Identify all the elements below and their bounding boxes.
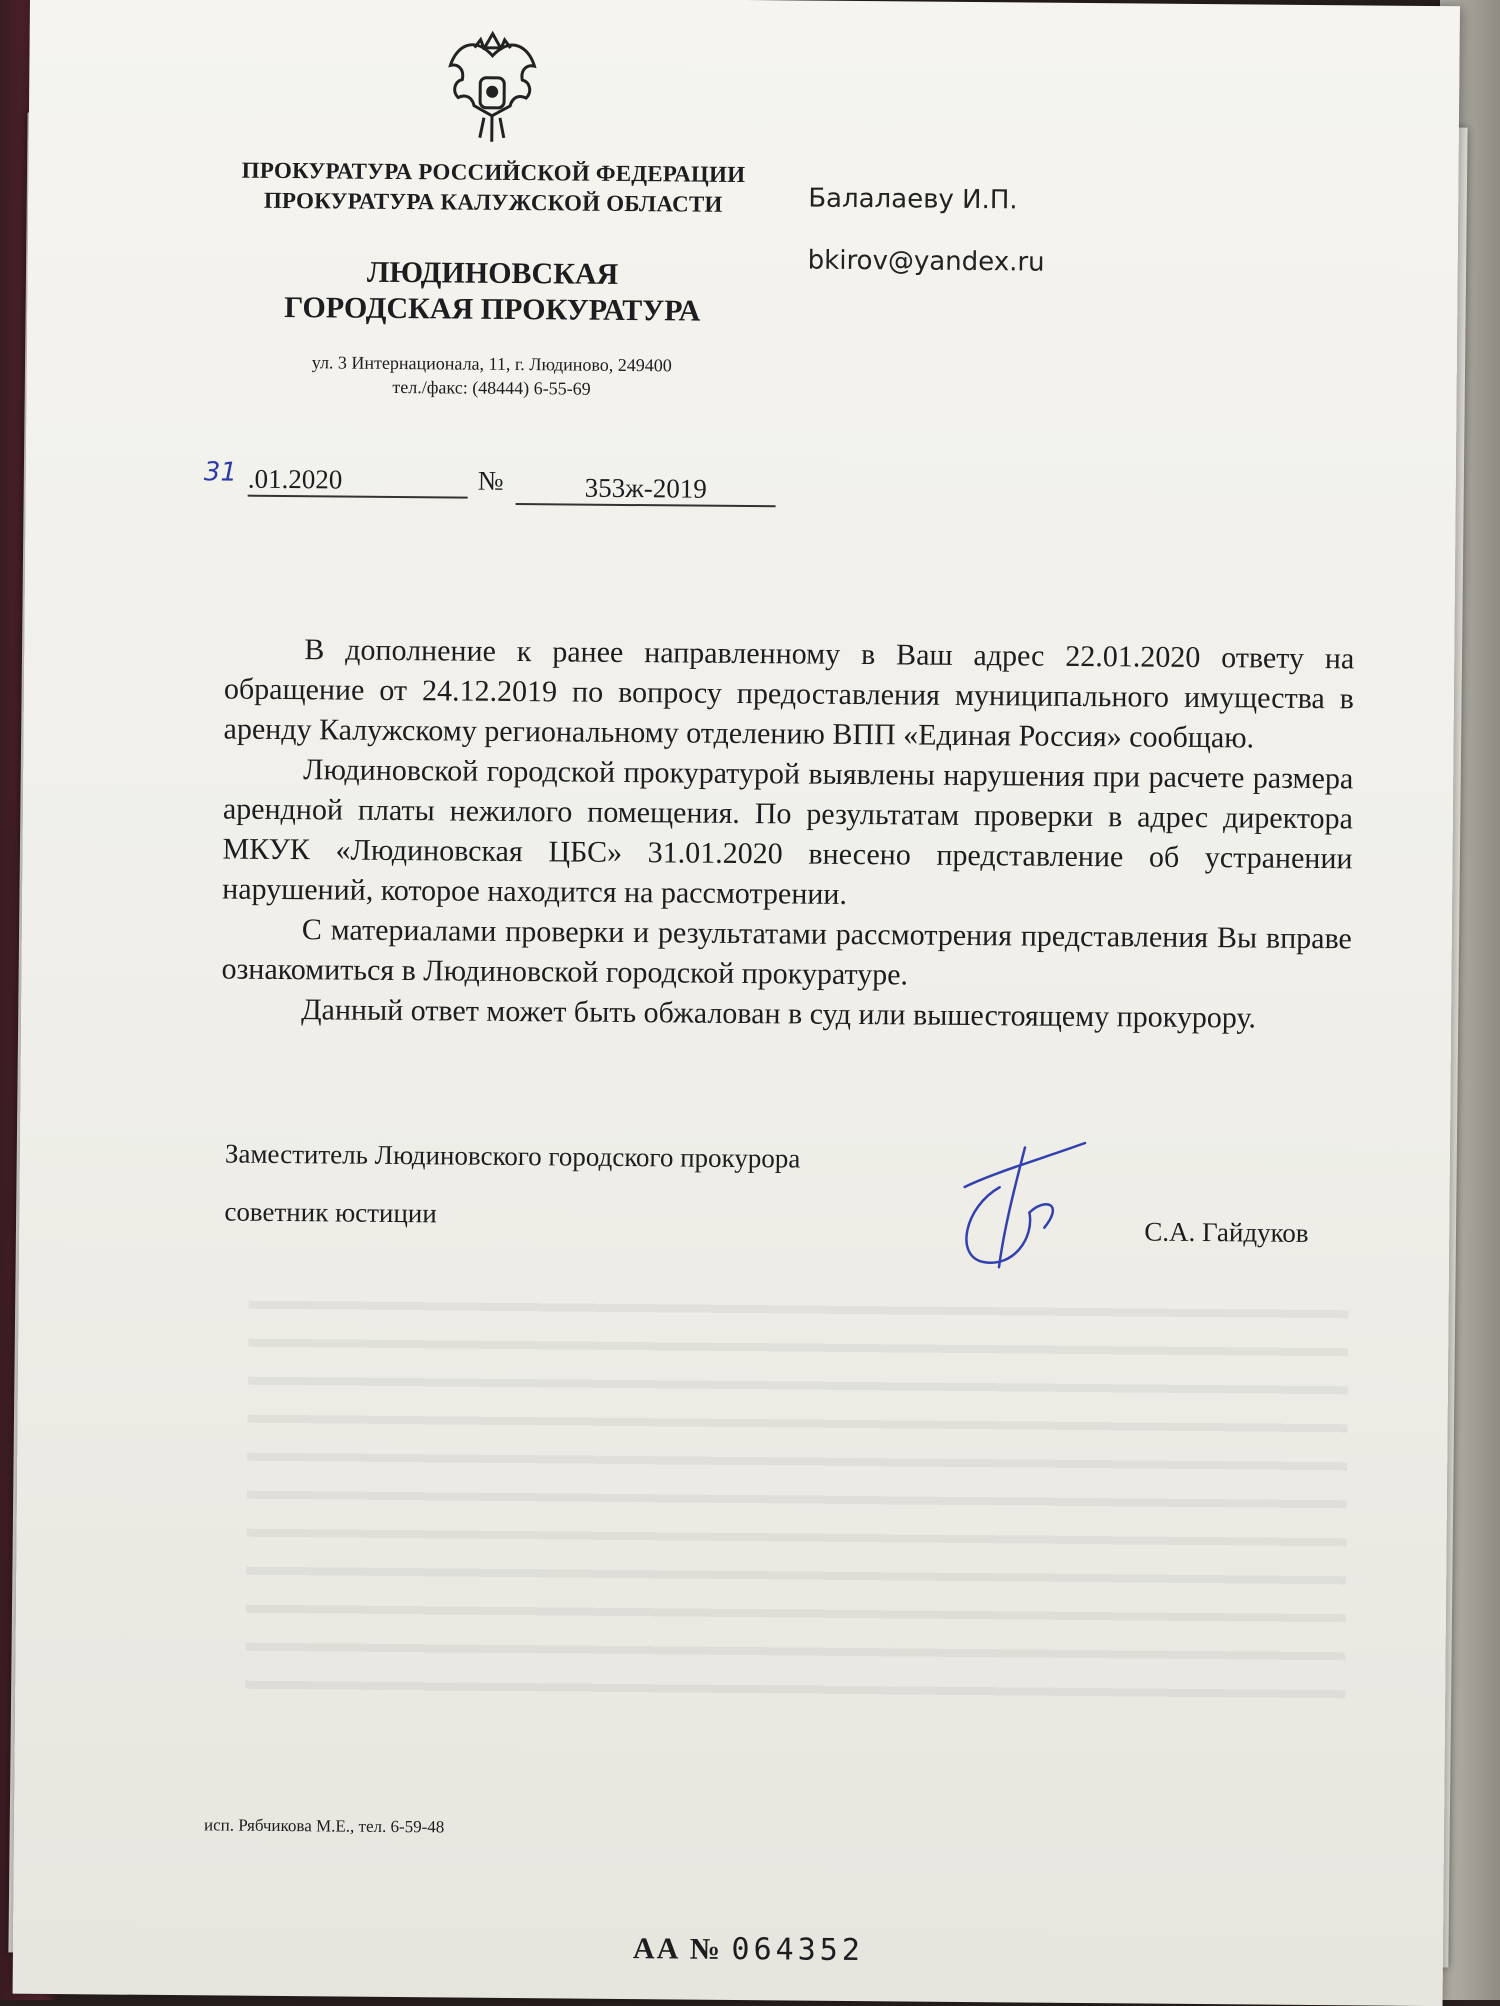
phone-line: тел./факс: (48444) 6-55-69 (392, 376, 591, 399)
number-sign: № (477, 465, 504, 496)
office-name-line-2: ГОРОДСКАЯ ПРОКУРАТУРА (284, 290, 701, 328)
recipient-block (808, 183, 1046, 279)
form-serial-number (633, 1931, 864, 1968)
office-address (217, 349, 767, 402)
signer-title-block (224, 1136, 800, 1235)
serial-prefix: АА № (632, 1932, 723, 1966)
office-name (217, 253, 768, 330)
signer-name: С.А. Гайдуков (1144, 1216, 1309, 1248)
registration-date: .01.2020 (248, 464, 468, 499)
address-line: ул. 3 Интернационала, 11, г. Людиново, 249400 (311, 352, 672, 376)
handwritten-day: 31 (203, 457, 238, 488)
show-through-text (245, 1271, 1349, 1701)
org-name-line-2: ПРОКУРАТУРА КАЛУЖСКОЙ ОБЛАСТИ (263, 187, 723, 217)
executor-line: исп. Рябчикова М.Е., тел. 6-59-48 (203, 1815, 445, 1837)
body-paragraph-4: Данный ответ может быть обжалован в суд или вышестоящему прокурору. (301, 993, 1257, 1035)
office-name-line-1: ЛЮДИНОВСКАЯ (366, 255, 619, 291)
registration-line (176, 457, 776, 508)
signer-rank: советник юстиции (224, 1196, 437, 1229)
letter-page (13, 0, 1460, 2006)
serial-digits: 064352 (731, 1931, 864, 1969)
recipient-name: Балалаеву И.П. (808, 183, 1018, 216)
body-paragraph-1: В дополнение к ранее направленному в Ваш адрес 22.01.2020 ответу на обращение от 24.12.2019 по вопросу предоставления муниципального имущества в аренду Калужскому региональному отделению ВПП «Единая Россия» сообщаю. (223, 633, 1355, 755)
organization-header (217, 155, 769, 402)
registration-number: 353ж-2019 (516, 472, 776, 507)
org-name-line-1: ПРОКУРАТУРА РОССИЙСКОЙ ФЕДЕРАЦИИ (241, 157, 746, 188)
signer-position: Заместитель Людиновского городского прокурора (224, 1138, 801, 1174)
letter-body (221, 629, 1354, 1039)
body-paragraph-2: Людиновской городской прокуратурой выявлены нарушения при расчете размера арендной платы нежилого помещения. По результатам проверки в адрес директора МКУК «Людиновская ЦБС» 31.01.2020 внесено представление об устранении нарушений, которое находится на рассмотрении. (222, 753, 1354, 911)
recipient-email: bkirov@yandex.ru (807, 245, 1045, 278)
handwritten-signature-icon (944, 1127, 1095, 1278)
coat-of-arms-icon (444, 25, 541, 146)
body-paragraph-3: С материалами проверки и результатами рассмотрения представления Вы вправе ознакомиться в Людиновской городской прокуратуре. (221, 913, 1352, 992)
